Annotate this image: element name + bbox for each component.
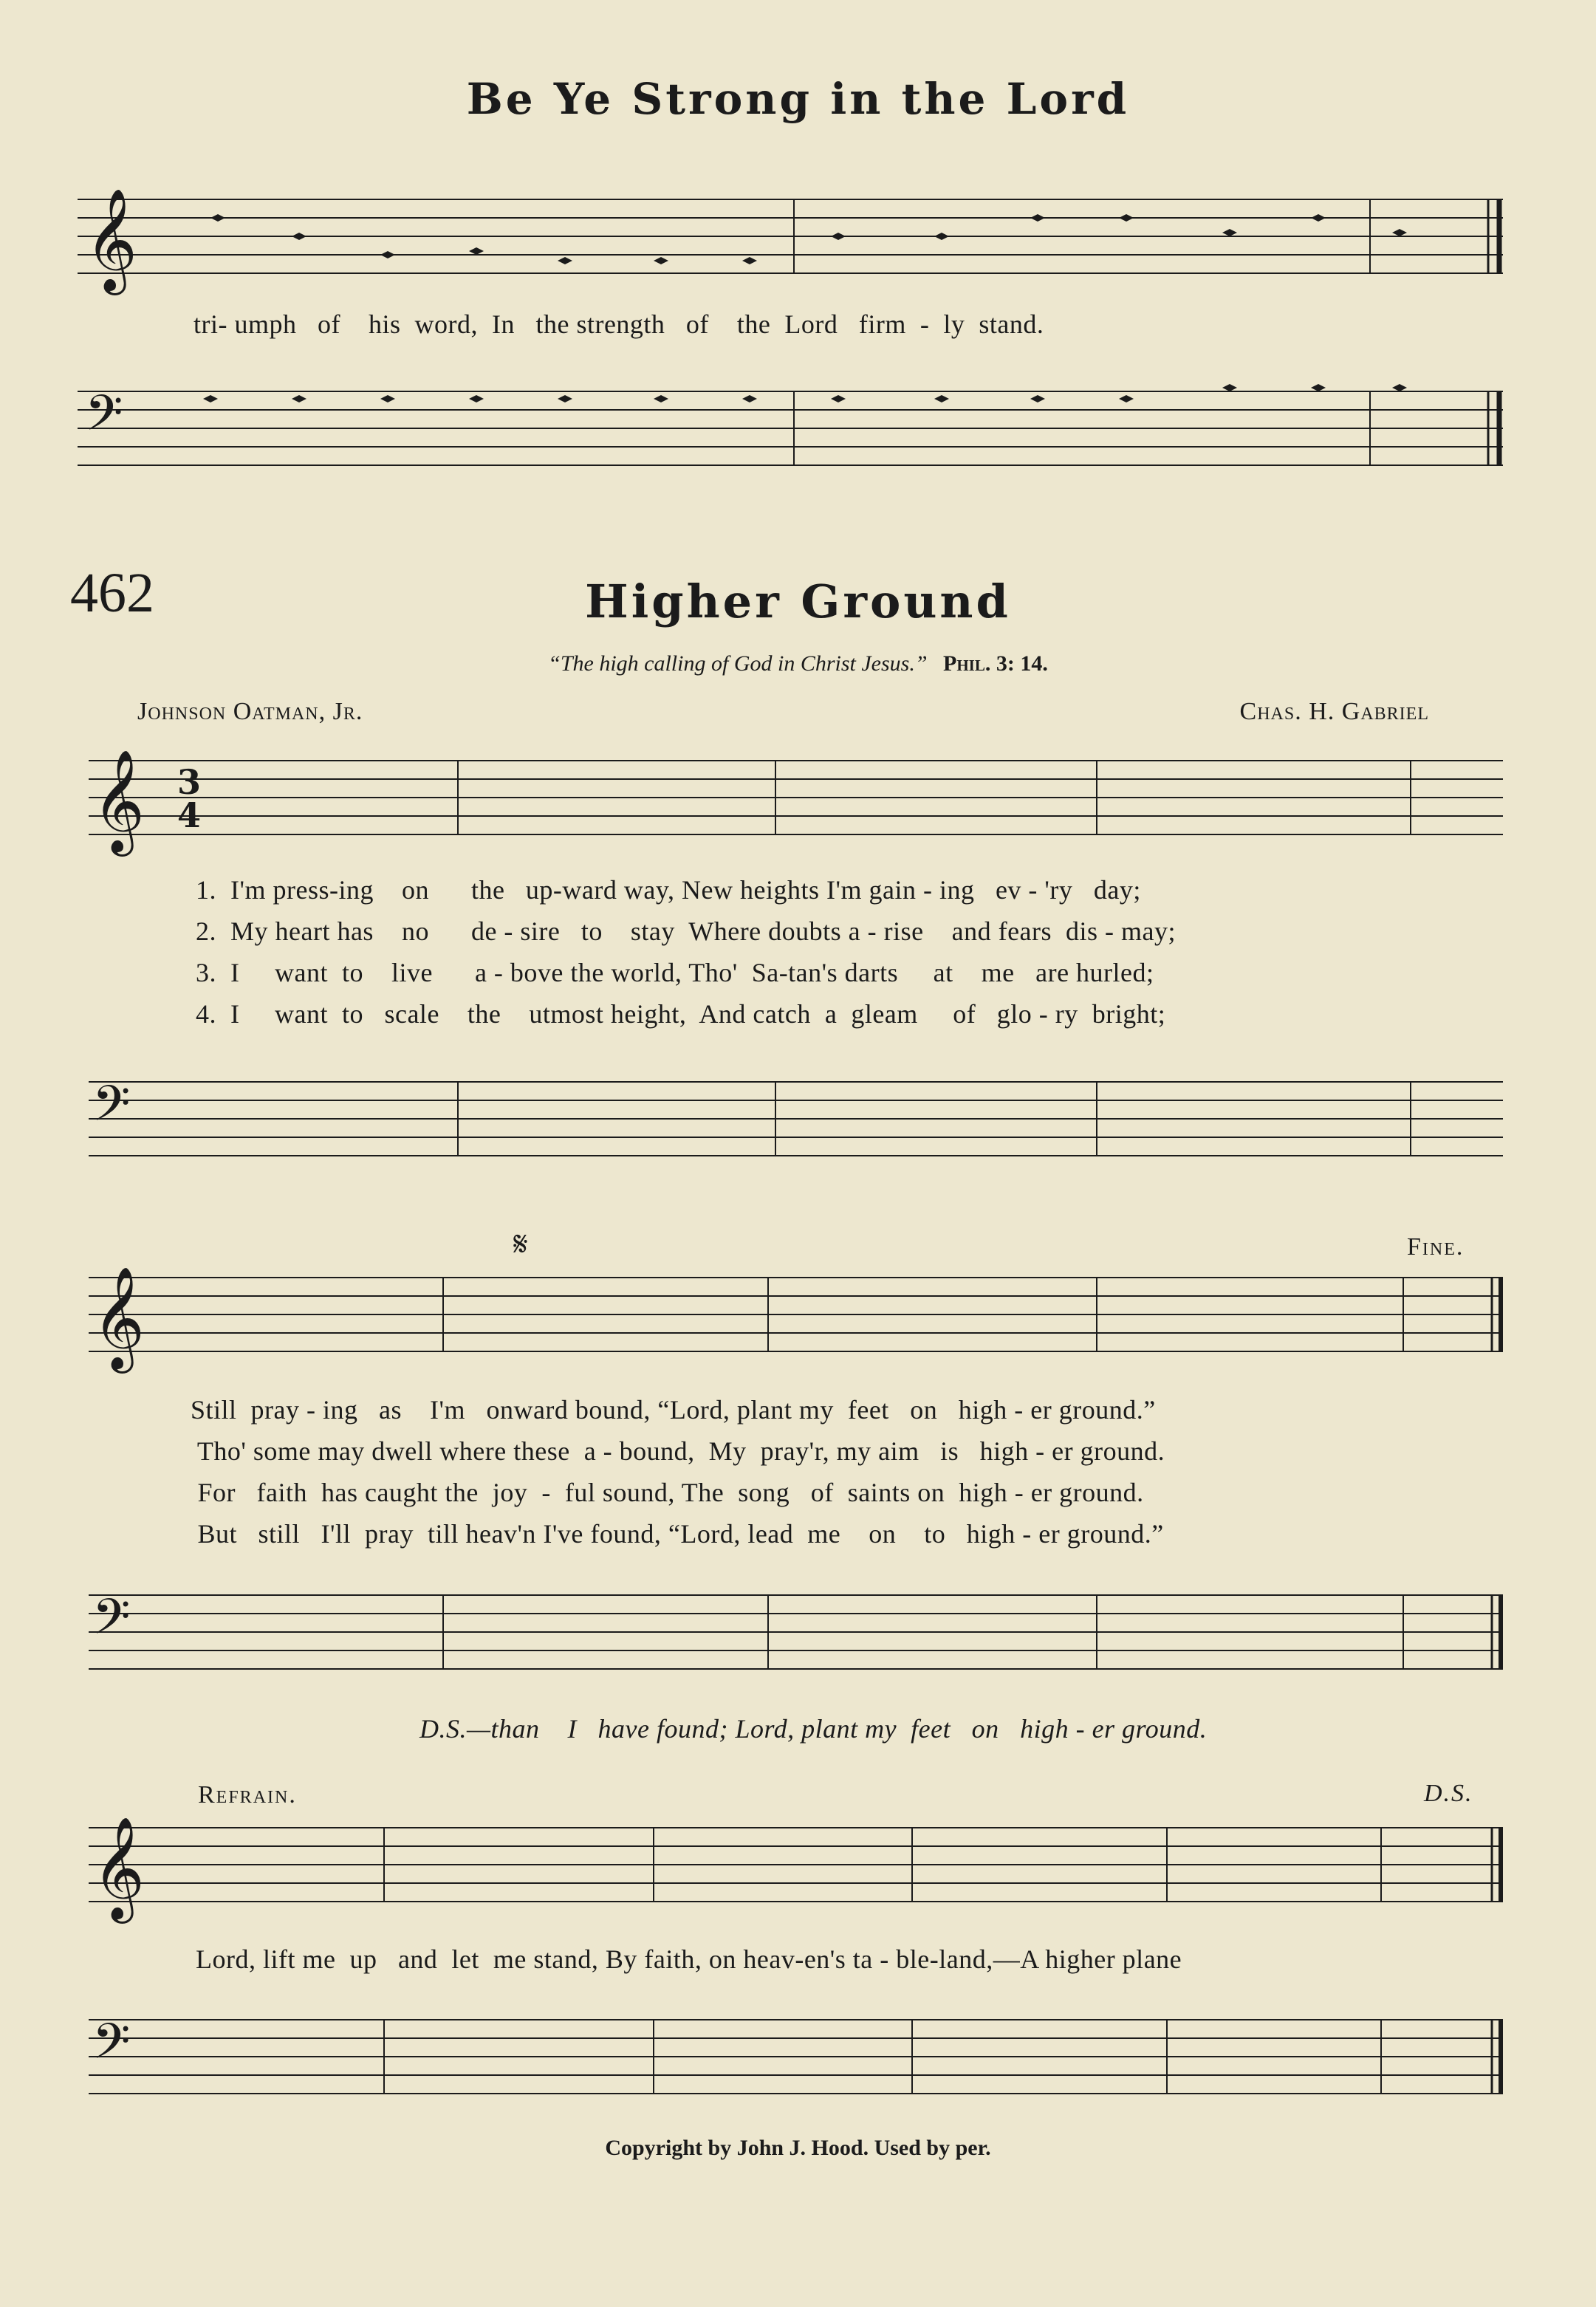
svg-text:𝄢: 𝄢	[92, 1075, 131, 1144]
ds-lyric-line: D.S.—than I have found; Lord, plant my feet on high - er ground.	[419, 1714, 1208, 1744]
hymn-title: Higher Ground	[585, 575, 1011, 628]
segno-mark: 𝄋	[513, 1225, 530, 1263]
treble-staff-top	[78, 185, 1503, 295]
bass-staff-1	[89, 1067, 1503, 1178]
top-hymn-title: Be Ye Strong in the Lord	[466, 74, 1130, 124]
verse-3-part-2: For faith has caught the joy - ful sound, The song of saints on high - er ground.	[191, 1478, 1144, 1507]
epigraph-reference: Phil. 3: 14.	[943, 651, 1048, 676]
epigraph-quote: “The high calling of God in Christ Jesus.”	[548, 651, 928, 676]
treble-staff-2	[89, 1263, 1503, 1374]
svg-text:𝄞: 𝄞	[85, 188, 137, 291]
bass-staff-refrain	[89, 2005, 1503, 2116]
verse-1-part-2: Still pray - ing as I'm onward bound, “Lord, plant my feet on high - er ground.”	[191, 1395, 1156, 1425]
refrain-label: Refrain.	[198, 1781, 297, 1809]
copyright-notice: Copyright by John J. Hood. Used by per.	[605, 2136, 991, 2160]
treble-staff-refrain	[89, 1813, 1503, 1924]
author: Johnson Oatman, Jr.	[137, 698, 363, 725]
verse-3-part-1: 3. I want to live a - bove the world, Tho' Sa-tan's darts at me are hurled;	[196, 958, 1154, 987]
treble-staff-1	[89, 746, 1503, 857]
top-lyric: tri- umph of his word, In the strength of the Lord firm - ly stand.	[193, 309, 1044, 339]
svg-text:𝄢: 𝄢	[92, 2013, 131, 2082]
verse-1-part-1: 1. I'm press-ing on the up-ward way, New heights I'm gain - ing ev - 'ry day;	[196, 875, 1141, 905]
bass-staff-top	[78, 377, 1503, 487]
svg-text:4: 4	[177, 795, 202, 835]
composer: Chas. H. Gabriel	[1239, 698, 1429, 725]
refrain-lyric: Lord, lift me up and let me stand, By faith, on heav-en's ta - ble-land,—A higher plane	[196, 1944, 1182, 1974]
ds-label: D.S.	[1424, 1780, 1473, 1807]
bass-staff-2	[89, 1580, 1503, 1691]
svg-text:𝄞: 𝄞	[92, 1817, 145, 1919]
svg-text:𝄞: 𝄞	[92, 750, 145, 852]
svg-text:3: 3	[177, 762, 202, 802]
verse-2-part-2: Tho' some may dwell where these a - bound, My pray'r, my aim is high - er ground.	[191, 1436, 1165, 1466]
verse-4-part-1: 4. I want to scale the utmost height, And catch a gleam of glo - ry bright;	[196, 999, 1166, 1029]
epigraph	[0, 651, 1596, 676]
verse-4-part-2: But still I'll pray till heav'n I've found, “Lord, lead me on to high - er ground.”	[191, 1519, 1164, 1549]
svg-text:𝄞: 𝄞	[92, 1266, 145, 1369]
svg-text:𝄢: 𝄢	[92, 1588, 131, 1657]
hymn-number: 462	[70, 562, 154, 624]
svg-text:𝄢: 𝄢	[85, 385, 123, 453]
verse-2-part-1: 2. My heart has no de - sire to stay Where doubts a - rise and fears dis - may;	[196, 916, 1177, 946]
fine-label: Fine.	[1407, 1233, 1465, 1261]
